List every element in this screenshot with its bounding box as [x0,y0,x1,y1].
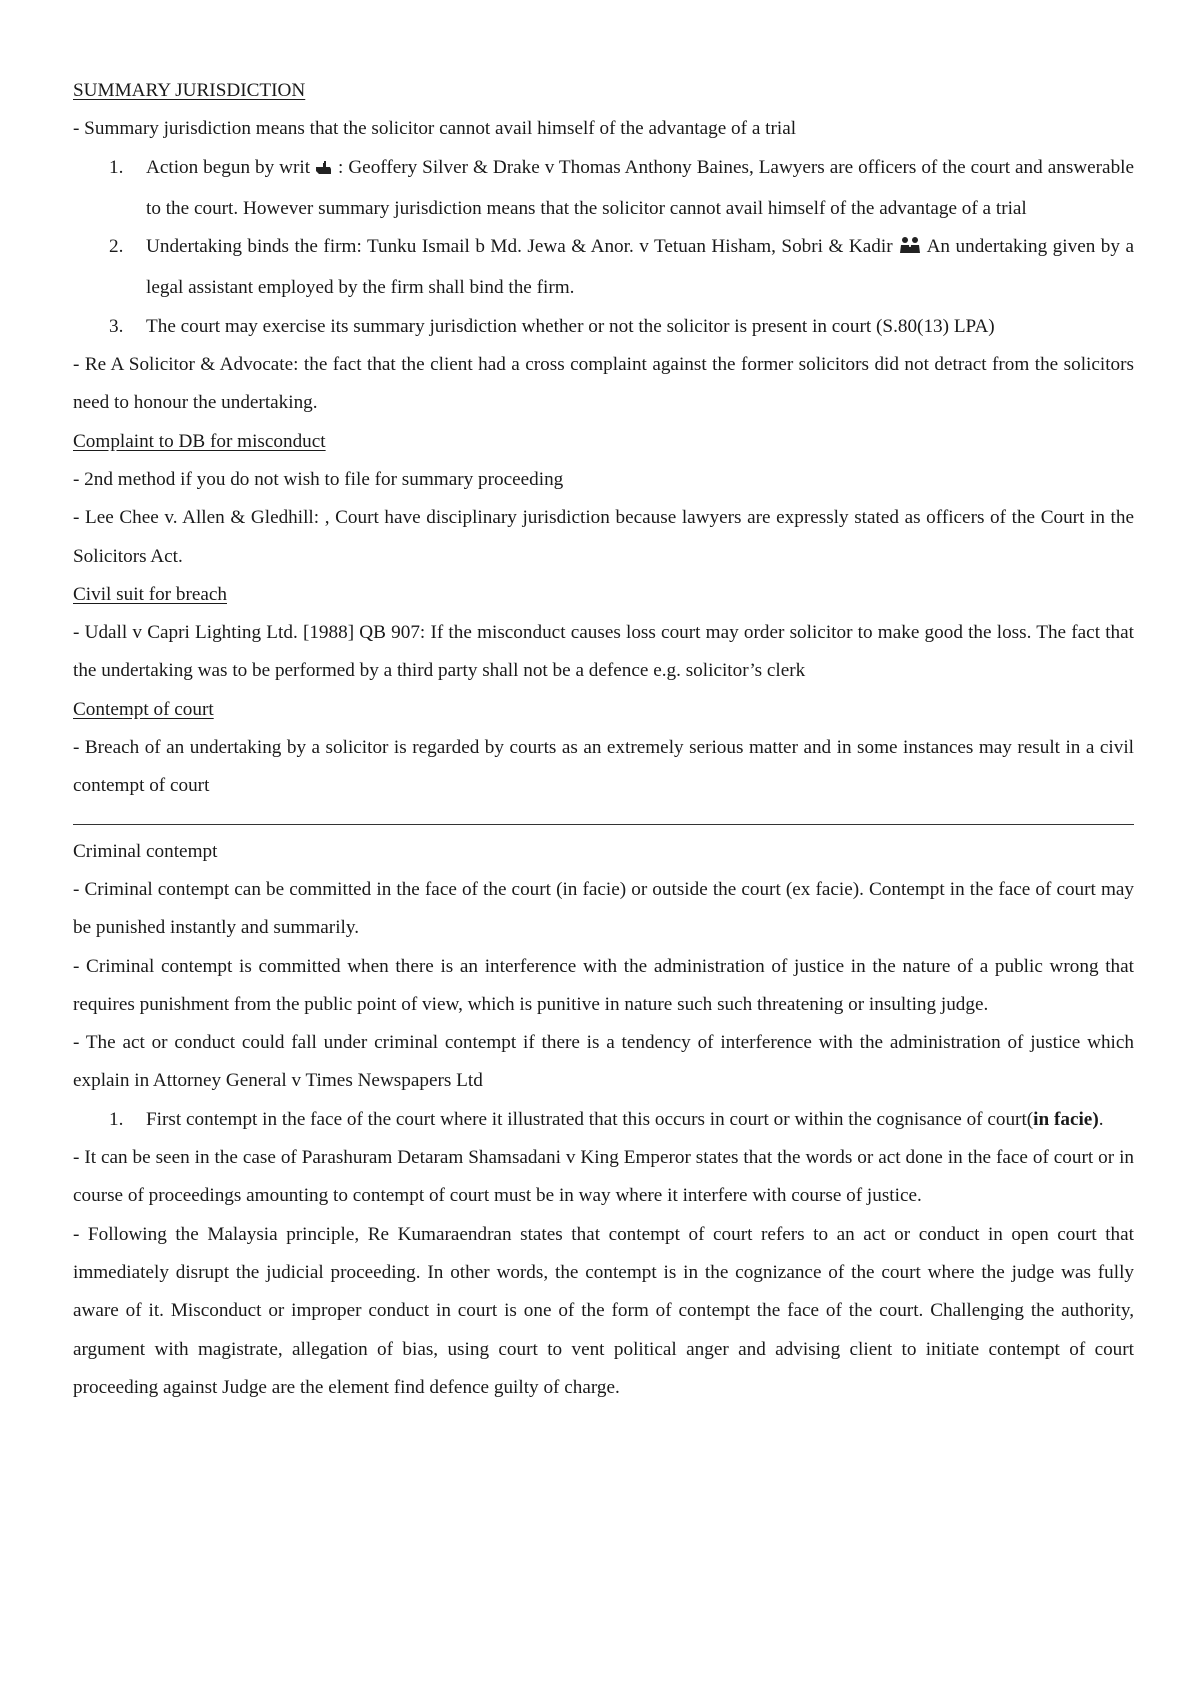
list-number: 3. [109,315,124,337]
people-icon [898,231,922,269]
list-number: 1. [109,156,124,178]
list-text-end: . [1098,1108,1104,1130]
paragraph-parashuram: - It can be seen in the case of Parashuram Detaram Shamsadani v King Emperor states that the words or act done in the face of court or in course of proceedings amounting to contempt of court must be in way where it interfere with course of justice. [73,1147,1134,1207]
heading-complaint-db: Complaint to DB for misconduct [73,430,326,452]
paragraph-summary-intro: - Summary jurisdiction means that the solicitor cannot avail himself of the advantage of a trial [73,118,797,140]
list-text-pre: Action begun by writ [146,156,311,178]
list-item [73,228,1134,308]
list-text-post: An undertaking given by a legal assistant employed by the firm shall bind the firm. [146,236,1135,299]
heading-contempt-of-court: Contempt of court [73,698,214,720]
list-text: First contempt in the face of the court where it illustrated that this occurs in court or within the cognisance of court( [146,1108,1034,1130]
paragraph-second-method: - 2nd method if you do not wish to file for summary proceeding [73,468,564,490]
paragraph-criminal-contempt-1: - Criminal contempt can be committed in the face of the court (in facie) or outside the court (ex facie). Contempt in the face of court may be punished instantly and summarily. [73,878,1134,939]
paragraph-criminal-contempt-2: - Criminal contempt is committed when there is an interference with the administration of justice in the nature of a public wrong that requires punishment from the public point of view, which is punitive in nature such such threatening or insulting judge. [73,955,1134,1015]
paragraph-kumaraendran: - Following the Malaysia principle, Re Kumaraendran states that contempt of court refers to an act or conduct in open court that immediately disrupt the judicial proceeding. In other words, the contempt is in the cognizance of the court where the judge was fully aware of it. Misconduct or improper conduct in court is one of the form of contempt the face of the court. Challenging the authority, argument with magistrate, allegation of bias, using court to vent political anger and advising client to initiate contempt of court proceeding against Judge are the element find defence guilty of charge. [73,1223,1134,1398]
paragraph-re-solicitor: - Re A Solicitor & Advocate: the fact that the client had a cross complaint against the former solicitors did not detract from the solicitors need to honour the undertaking. [73,354,1134,414]
list-text-post: : Geoffery Silver & Drake v Thomas Anthony Baines, Lawyers are officers of the court and answerable to the court. However summary jurisdiction means that the solicitor cannot avail himself of the advantage of a trial [146,156,1135,219]
list-item [73,308,1134,346]
list-text-bold: in facie) [1033,1108,1099,1130]
heading-summary-jurisdiction: SUMMARY JURISDICTION [73,80,306,101]
summary-jurisdiction-list [73,149,1134,346]
paragraph-breach-undertaking: - Breach of an undertaking by a solicitor is regarded by courts as an extremely serious matter and in some instances may result in a civil contempt of court [73,737,1134,797]
heading-criminal-contempt: Criminal contempt [73,840,218,862]
list-item [73,1101,1134,1139]
hand-point-icon [315,152,333,190]
paragraph-udall: - Udall v Capri Lighting Ltd. [1988] QB 907: If the misconduct causes loss court may order solicitor to make good the loss. The fact that the undertaking was to be performed by a third party shall not be a defence e.g. solicitor’s clerk [73,622,1134,682]
criminal-contempt-list [73,1101,1134,1139]
list-text: The court may exercise its summary jurisdiction whether or not the solicitor is present in court (S.80(13) LPA) [146,315,995,337]
list-number: 2. [109,236,124,258]
paragraph-lee-chee: - Lee Chee v. Allen & Gledhill: , Court have disciplinary jurisdiction because lawyers are expressly stated as officers of the Court in the Solicitors Act. [73,507,1134,567]
list-text-pre: Undertaking binds the firm: Tunku Ismail b Md. Jewa & Anor. v Tetuan Hisham, Sobri & Kadir [146,236,893,258]
heading-civil-suit: Civil suit for breach [73,583,227,605]
list-number: 1. [109,1108,124,1130]
section-divider [73,824,1134,825]
list-item [73,149,1134,229]
paragraph-criminal-contempt-3: - The act or conduct could fall under criminal contempt if there is a tendency of interference with the administration of justice which explain in Attorney General v Times Newspapers Ltd [73,1032,1134,1092]
